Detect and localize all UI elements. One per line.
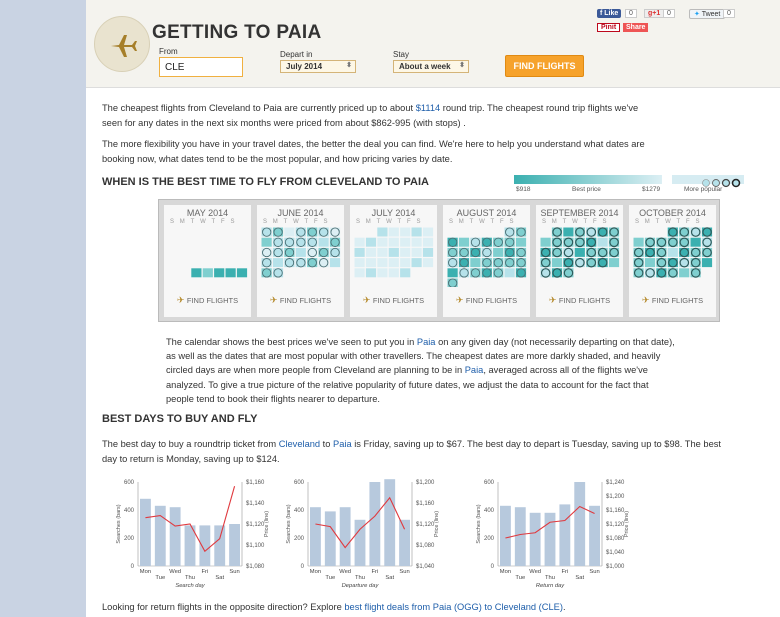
x-tick-label: Thu [355, 575, 365, 581]
select-arrows-icon: ⬍ [346, 62, 352, 69]
y-tick-label: 0 [490, 564, 494, 570]
calendar-month [536, 205, 623, 317]
depart-select[interactable] [280, 60, 356, 73]
tweet-count: 0 [723, 9, 735, 18]
airplane-icon: ✈ [641, 295, 652, 305]
x-tick-label: Tue [515, 575, 526, 581]
calendar-text: analyzed. To give a true picture of the relative popularity of future dates, we adjust the data to account for the fact that [166, 379, 649, 390]
bar [140, 499, 151, 566]
y-tick-label: 200 [123, 536, 134, 542]
y2-tick-label: $1,200 [606, 494, 625, 500]
x-tick-label: Sat [575, 575, 585, 581]
footer-paragraph [102, 600, 566, 615]
y-tick-label: 400 [483, 508, 494, 514]
calendar-day[interactable] [389, 268, 399, 277]
departure-day-chart [284, 476, 444, 594]
calendar-day[interactable] [389, 238, 399, 247]
bar [325, 511, 336, 566]
legend-mid: Best price [572, 186, 601, 193]
calendar-day[interactable] [389, 258, 399, 267]
legend-high: $1279 [642, 186, 661, 193]
x-tick-label: Thu [185, 575, 195, 581]
month-find-flights-button[interactable] [350, 295, 437, 306]
calendar-day[interactable] [400, 258, 410, 267]
month-find-flights-button[interactable] [257, 295, 344, 306]
calendar-text: , averaged across all of the flights we've [483, 365, 648, 376]
y-axis-title: Searches (bars) [476, 504, 482, 544]
price-gradient [514, 175, 662, 184]
calendar-day[interactable] [226, 268, 236, 277]
y2-axis-title: Price (line) [624, 510, 630, 538]
y-axis-title: Searches (bars) [116, 504, 122, 544]
calendar-month [350, 205, 437, 317]
x-tick-label: Fri [371, 569, 379, 575]
calendar-day[interactable] [400, 228, 410, 237]
find-flights-label: FIND FLIGHTS [279, 296, 332, 305]
share-button[interactable]: Share [623, 23, 648, 32]
intro-text: The more flexibility you have in your travel dates, the better the deal you can find. We're here to help you understand what dates are [102, 139, 645, 149]
find-flights-label: FIND FLIGHTS [372, 296, 425, 305]
calendar-day[interactable] [609, 258, 619, 267]
month-name: JUNE 2014 [277, 208, 324, 218]
y-tick-label: 0 [130, 564, 134, 570]
calendar-day[interactable] [563, 228, 573, 237]
calendar-day[interactable] [366, 238, 376, 247]
y-tick-label: 0 [300, 564, 304, 570]
bar [384, 479, 395, 566]
bar [310, 507, 321, 566]
y2-tick-label: $1,140 [246, 501, 265, 507]
day-grid [447, 227, 527, 287]
month-find-flights-button[interactable] [536, 295, 623, 306]
best-days-heading: BEST DAYS TO BUY AND FLY [102, 413, 258, 425]
calendar-day[interactable] [516, 238, 526, 247]
day-grid [633, 227, 713, 287]
calendar-day[interactable] [505, 268, 515, 277]
stay-select[interactable] [393, 60, 469, 73]
bar [545, 513, 556, 566]
bar [229, 524, 240, 566]
bar [559, 504, 570, 566]
y2-tick-label: $1,040 [606, 550, 625, 556]
y2-tick-label: $1,120 [606, 522, 625, 528]
header [86, 0, 780, 88]
calendar-day[interactable] [366, 248, 376, 257]
page-content [86, 0, 780, 617]
y2-tick-label: $1,080 [416, 543, 435, 549]
y2-tick-label: $1,240 [606, 480, 625, 486]
y-tick-label: 600 [483, 480, 494, 486]
month-find-flights-button[interactable] [629, 295, 716, 306]
x-axis-title: Departure day [341, 583, 379, 589]
y2-tick-label: $1,160 [606, 508, 625, 514]
calendar-day[interactable] [284, 228, 294, 237]
month-name: SEPTEMBER 2014 [540, 208, 619, 218]
x-tick-label: Wed [169, 569, 182, 575]
x-tick-label: Wed [339, 569, 352, 575]
calendar-day[interactable] [377, 238, 387, 247]
calendar-day[interactable] [355, 258, 365, 267]
calendar-day[interactable] [552, 258, 562, 267]
calendar-day[interactable] [423, 258, 433, 267]
reverse-deals-link[interactable]: best flight deals from Paia (OGG) to Cleveland (CLE) [344, 602, 563, 612]
calendar-text: people tend to book their flights nearer to departure. [166, 393, 380, 404]
calendar-day[interactable] [400, 248, 410, 257]
calendar-day[interactable] [400, 268, 410, 277]
price-link[interactable]: $1114 [415, 103, 441, 113]
from-field[interactable] [159, 57, 243, 77]
calendar-day[interactable] [645, 258, 655, 267]
fb-like-label: Like [604, 10, 619, 17]
cleveland-link[interactable]: Cleveland [278, 439, 321, 449]
calendar-text: circled days are when more people from Cleveland are planning to be in [166, 365, 465, 376]
day-grid [540, 227, 620, 287]
y-tick-label: 200 [483, 536, 494, 542]
calendar-day[interactable] [412, 228, 422, 237]
y2-tick-label: $1,200 [416, 480, 435, 486]
y-tick-label: 600 [293, 480, 304, 486]
x-tick-label: Sat [215, 575, 225, 581]
fb-count: 0 [625, 9, 637, 18]
day-grid [261, 227, 341, 287]
calendar-day[interactable] [702, 258, 712, 267]
y2-tick-label: $1,000 [606, 564, 625, 570]
calendar-day[interactable] [448, 268, 458, 277]
calendar-day[interactable] [377, 248, 387, 257]
from-label: From [159, 47, 178, 56]
x-tick-label: Tue [325, 575, 336, 581]
best-days-text: is Friday, saving up to $67. The best day to depart is Tuesday, saving up to $98. The best [351, 439, 721, 449]
calendar-box [158, 199, 720, 322]
weekday-header: SMTWTFS [635, 219, 706, 225]
intro-text: round trip. The cheapest round trip flights we've [440, 103, 639, 113]
y2-tick-label: $1,040 [416, 564, 435, 570]
calendar-day[interactable] [203, 268, 213, 277]
calendar-day[interactable] [319, 238, 329, 247]
plane-badge [94, 16, 150, 72]
airplane-icon: ✈ [269, 295, 280, 305]
calendar-day[interactable] [389, 228, 399, 237]
best-days-text: to [320, 439, 334, 449]
pinterest-button[interactable]: Pinit [597, 23, 620, 32]
calendar-day[interactable] [423, 248, 433, 257]
airplane-icon: ✈ [362, 295, 373, 305]
calendar-day[interactable] [366, 268, 376, 277]
calendar-explanation [166, 335, 675, 406]
calendar-day[interactable] [541, 238, 551, 247]
bar [199, 525, 210, 566]
return-day-chart [474, 476, 634, 594]
gplus-button[interactable]: g+1 [644, 9, 664, 18]
paia-link[interactable]: Paia [464, 365, 484, 376]
find-flights-button[interactable]: FIND FLIGHTS [505, 55, 584, 77]
x-tick-label: Fri [561, 569, 569, 575]
gplus-count: 0 [663, 9, 675, 18]
x-tick-label: Wed [529, 569, 542, 575]
calendar-month [164, 205, 251, 317]
bar [515, 507, 526, 566]
day-grid [168, 227, 248, 287]
bar [500, 506, 511, 566]
select-arrows-icon: ⬍ [459, 62, 465, 69]
x-tick-label: Mon [139, 569, 152, 575]
tweet-button[interactable] [689, 9, 725, 19]
intro-text: The cheapest flights from Cleveland to Paia are currently priced up to about [102, 103, 416, 113]
find-flights-label: FIND FLIGHTS [558, 296, 611, 305]
facebook-icon: f [600, 10, 605, 17]
bar [170, 507, 181, 566]
calendar-day[interactable] [330, 258, 340, 267]
tweet-label: Tweet [701, 11, 721, 18]
y2-tick-label: $1,080 [606, 536, 625, 542]
legend-popular: More popular [684, 186, 723, 193]
y2-axis-title: Price (line) [264, 510, 270, 538]
bar [369, 482, 380, 566]
calendar-day[interactable] [400, 238, 410, 247]
y2-axis-title: Price (line) [434, 510, 440, 538]
calendar-day[interactable] [598, 238, 608, 247]
paia-link[interactable]: Paia [416, 337, 436, 347]
month-find-flights-button[interactable] [443, 295, 530, 306]
y2-tick-label: $1,160 [416, 501, 435, 507]
y2-tick-label: $1,100 [246, 543, 265, 549]
month-find-flights-button[interactable] [164, 295, 251, 306]
y-axis-title: Searches (bars) [286, 504, 292, 544]
calendar-day[interactable] [377, 228, 387, 237]
bar [340, 507, 351, 566]
x-axis-title: Return day [535, 583, 565, 589]
stay-value: About a week [399, 62, 451, 71]
calendar-day[interactable] [423, 238, 433, 247]
calendar-day[interactable] [262, 238, 272, 247]
weekday-header: SMTWTFS [356, 219, 427, 225]
y2-tick-label: $1,160 [246, 480, 265, 486]
day-grid [354, 227, 434, 287]
airplane-icon: ✈ [455, 295, 466, 305]
bar [589, 506, 600, 566]
weekday-header: SMTWTFS [542, 219, 613, 225]
intro-paragraph-1 [102, 101, 638, 131]
x-axis-title: Search day [175, 583, 205, 589]
depart-label: Depart in [280, 50, 313, 59]
month-name: JULY 2014 [371, 208, 416, 218]
bar [399, 520, 410, 566]
month-name: MAY 2014 [186, 208, 229, 218]
calendar-day[interactable] [412, 238, 422, 247]
calendar-day[interactable] [493, 248, 503, 257]
bar [214, 525, 225, 566]
calendar-day[interactable] [355, 268, 365, 277]
intro-text: booking now, what dates tend to be the most popular, and how pricing varies by date. [102, 154, 453, 164]
calendar-legend [514, 175, 744, 197]
paia-link[interactable]: Paia [333, 439, 352, 449]
page-title: GETTING TO PAIA [152, 22, 322, 43]
weekday-header: SMTWTFS [449, 219, 520, 225]
bar [155, 506, 166, 566]
x-tick-label: Sat [385, 575, 395, 581]
calendar-day[interactable] [191, 268, 201, 277]
y-tick-label: 600 [123, 480, 134, 486]
intro-text: seen for any dates in the next six months were priced from about $862-995 (with stops) . [102, 118, 466, 128]
footer-text: Looking for return flights in the opposite direction? Explore [102, 602, 345, 612]
calendar-day[interactable] [366, 258, 376, 267]
best-days-text: The best day to buy a roundtrip ticket from [102, 439, 279, 449]
calendar-day[interactable] [377, 258, 387, 267]
calendar-day[interactable] [214, 268, 224, 277]
calendar-day[interactable] [355, 248, 365, 257]
calendar-text: The calendar shows the best prices we've seen to put you in [166, 337, 417, 347]
calendar-heading: WHEN IS THE BEST TIME TO FLY FROM CLEVELAND TO PAIA [102, 176, 429, 188]
y-tick-label: 200 [293, 536, 304, 542]
best-days-text: day to return is Monday, saving up to $124. [102, 454, 280, 464]
x-tick-label: Sun [399, 569, 410, 575]
calendar-text: as well as the dates that are most popular with other travellers. The cheapest dates are more darkly shaded, and heavily [166, 351, 661, 362]
calendar-month [629, 205, 716, 317]
calendar-text: on any given day (not necessarily departing on that date), [435, 337, 675, 347]
y2-tick-label: $1,120 [246, 522, 265, 528]
intro-paragraph-2 [102, 137, 645, 167]
find-flights-label: FIND FLIGHTS [465, 296, 518, 305]
airplane-icon: ✈ [176, 295, 187, 305]
calendar-day[interactable] [691, 238, 701, 247]
x-tick-label: Mon [309, 569, 322, 575]
airplane-icon [107, 29, 139, 61]
calendar-day[interactable] [412, 258, 422, 267]
calendar-day[interactable] [459, 238, 469, 247]
best-days-paragraph [102, 437, 721, 467]
calendar-day[interactable] [668, 248, 678, 257]
facebook-like-button[interactable] [597, 9, 621, 18]
legend-low: $918 [516, 186, 531, 193]
calendar-month [443, 205, 530, 317]
find-flights-label: FIND FLIGHTS [186, 296, 239, 305]
calendar-day[interactable] [634, 238, 644, 247]
x-tick-label: Mon [499, 569, 512, 575]
bar [574, 482, 585, 566]
calendar-month [257, 205, 344, 317]
y2-tick-label: $1,120 [416, 522, 435, 528]
popular-scale [672, 175, 744, 184]
calendar-day[interactable] [237, 268, 247, 277]
month-name: AUGUST 2014 [456, 208, 517, 218]
search-day-chart [114, 476, 274, 594]
calendar-day[interactable] [423, 228, 433, 237]
find-flights-label: FIND FLIGHTS [651, 296, 704, 305]
twitter-icon: ✦ [694, 11, 702, 18]
bar [355, 520, 366, 566]
x-tick-label: Thu [545, 575, 555, 581]
weekday-header: SMTWTFS [263, 219, 334, 225]
bar [530, 513, 541, 566]
calendar-day[interactable] [389, 248, 399, 257]
y2-tick-label: $1,080 [246, 564, 265, 570]
month-name: OCTOBER 2014 [639, 208, 706, 218]
calendar-day[interactable] [377, 268, 387, 277]
calendar-day[interactable] [575, 248, 585, 257]
x-tick-label: Sun [229, 569, 240, 575]
depart-value: July 2014 [286, 62, 323, 71]
x-tick-label: Tue [155, 575, 166, 581]
airplane-icon: ✈ [548, 295, 559, 305]
stay-label: Stay [393, 50, 410, 59]
calendar-day[interactable] [470, 258, 480, 267]
calendar-day[interactable] [412, 248, 422, 257]
y-tick-label: 400 [123, 508, 134, 514]
y-tick-label: 400 [293, 508, 304, 514]
calendar-day[interactable] [296, 248, 306, 257]
x-tick-label: Sun [589, 569, 600, 575]
calendar-day[interactable] [679, 268, 689, 277]
x-tick-label: Fri [201, 569, 209, 575]
weekday-header: SMTWTFS [170, 219, 241, 225]
footer-text: . [562, 602, 566, 612]
calendar-day[interactable] [355, 238, 365, 247]
calendar-day[interactable] [273, 258, 283, 267]
